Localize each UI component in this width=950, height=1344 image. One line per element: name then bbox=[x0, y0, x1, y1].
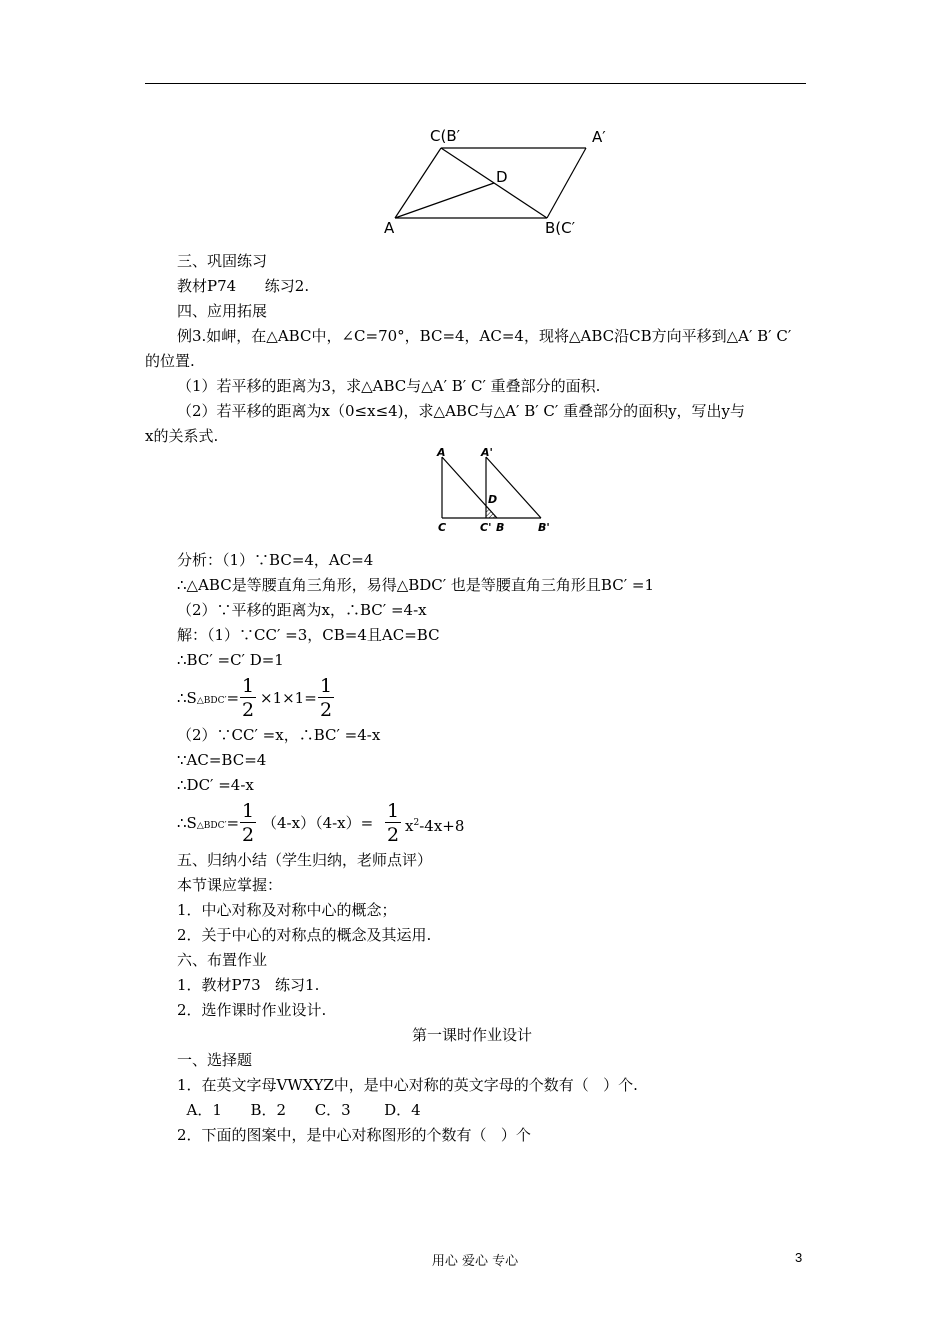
label-a-prime: A' bbox=[481, 446, 493, 459]
section-3-heading: 三、巩固练习 bbox=[177, 252, 268, 270]
practice-textbook: 教材P74 练习2. bbox=[177, 277, 310, 295]
section-5-heading: 五、归纳小结（学生归纳，老师点评） bbox=[177, 851, 433, 869]
denominator: 2 bbox=[241, 699, 255, 721]
choice-heading: 一、选择题 bbox=[177, 1051, 253, 1069]
homework-design-title: 第一课时作业设计 bbox=[412, 1026, 533, 1044]
formula-1-result-fraction bbox=[318, 676, 334, 720]
denominator: 2 bbox=[241, 824, 255, 846]
question-2-line-1: （2）若平移的距离为x（0≤x≤4)，求△ABC与△A′ B′ C′ 重叠部分的面积y，写出y与 bbox=[177, 402, 746, 420]
choice-question-1-options: A．1 B．2 C．3 D．4 bbox=[177, 1101, 421, 1119]
label-c-prime: C' bbox=[480, 521, 492, 534]
header-rule bbox=[145, 83, 806, 84]
numerator: 1 bbox=[319, 675, 333, 697]
example-3-line-2: 的位置. bbox=[145, 352, 195, 370]
label-d: D bbox=[488, 493, 498, 506]
label-a: A bbox=[437, 446, 446, 459]
solution-4: （2）∵CC′ =x，∴BC′ =4-x bbox=[177, 726, 381, 744]
solution-5: ∵AC=BC=4 bbox=[177, 751, 267, 769]
homework-item-1: 1．教材P73 练习1. bbox=[177, 976, 320, 994]
formula-2-middle: （4-x）（4-x）= bbox=[262, 814, 374, 832]
homework-item-2: 2．选作课时作业设计. bbox=[177, 1001, 327, 1019]
formula-2-prefix: ∴S△BDC′= bbox=[177, 814, 240, 832]
formula-2-tail: $x^2-4x+8$ bbox=[405, 817, 465, 835]
label-b-prime: B' bbox=[538, 521, 550, 534]
page-footer: 用心 爱心 专心 bbox=[431, 1254, 519, 1269]
label-b: B bbox=[496, 521, 505, 534]
page-number: 3 bbox=[795, 1250, 803, 1265]
denominator: 2 bbox=[319, 699, 333, 721]
denominator: 2 bbox=[386, 824, 400, 846]
translated-triangles-figure bbox=[430, 445, 560, 537]
analysis-3: （2）∵平移的距离为x，∴BC′ =4-x bbox=[177, 601, 427, 619]
label-c: C bbox=[438, 521, 447, 534]
solution-6: ∴DC′ =4-x bbox=[177, 776, 254, 794]
section-4-heading: 四、应用拓展 bbox=[177, 302, 268, 320]
question-1: （1）若平移的距离为3，求△ABC与△A′ B′ C′ 重叠部分的面积. bbox=[177, 377, 601, 395]
numerator: 1 bbox=[386, 800, 400, 822]
analysis-2: ∴△ABC是等腰直角三角形，易得△BDC′ 也是等腰直角三角形且BC′ =1 bbox=[177, 576, 654, 594]
label-d: D bbox=[496, 168, 508, 186]
numerator: 1 bbox=[241, 800, 255, 822]
formula-1-fraction bbox=[240, 676, 256, 720]
choice-question-1: 1．在英文字母VWXYZ中，是中心对称的英文字母的个数有（ ）个. bbox=[177, 1076, 638, 1094]
parallelogram-figure bbox=[375, 120, 615, 242]
summary-item-2: 2．关于中心的对称点的概念及其运用. bbox=[177, 926, 432, 944]
analysis-1: 分析：（1）∵BC=4，AC=4 bbox=[177, 551, 374, 569]
label-cb: C(B′ bbox=[430, 127, 461, 145]
question-2-line-2: x的关系式. bbox=[145, 427, 219, 445]
summary-intro: 本节课应掌握： bbox=[177, 876, 283, 894]
example-3-line-1: 例3.如岬，在△ABC中，∠C=70°，BC=4，AC=4，现将△ABC沿CB方向平移到△A′ B′ C′ bbox=[177, 327, 792, 345]
formula-1-prefix: ∴S△BDC′= bbox=[177, 689, 240, 707]
choice-question-2: 2．下面的图案中，是中心对称图形的个数有（ ）个 bbox=[177, 1126, 531, 1144]
label-a-prime: A′ bbox=[592, 128, 606, 146]
formula-1-middle: ×1×1= bbox=[260, 689, 317, 707]
section-6-heading: 六、布置作业 bbox=[177, 951, 268, 969]
solution-1: 解：（1）∵CC′ =3，CB=4且AC=BC bbox=[177, 626, 440, 644]
formula-2-fraction bbox=[240, 801, 256, 845]
numerator: 1 bbox=[241, 675, 255, 697]
solution-2: ∴BC′ =C′ D=1 bbox=[177, 651, 284, 669]
label-a: A bbox=[384, 219, 395, 237]
summary-item-1: 1．中心对称及对称中心的概念； bbox=[177, 901, 397, 919]
formula-2-result-fraction bbox=[385, 801, 401, 845]
label-bc: B(C′ bbox=[545, 219, 576, 237]
